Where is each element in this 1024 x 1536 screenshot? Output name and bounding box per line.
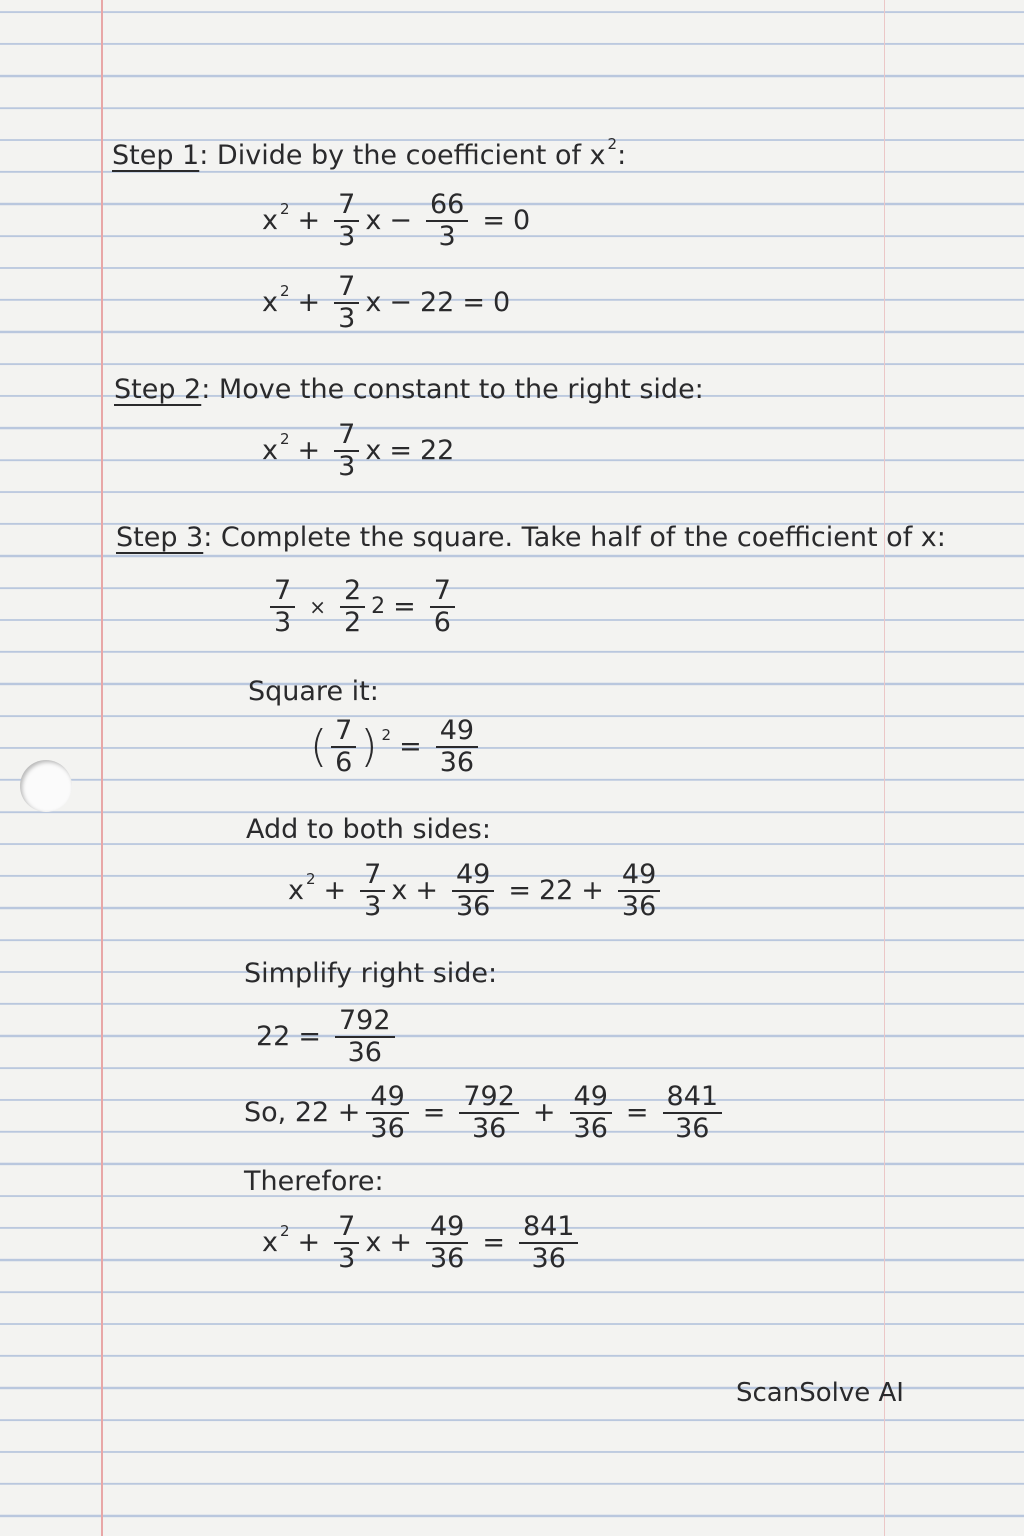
step1-colon: : (617, 140, 627, 171)
numerator: 7 (430, 576, 455, 608)
numerator: 66 (426, 190, 468, 222)
numerator: 841 (663, 1082, 723, 1114)
denominator: 3 (338, 220, 356, 252)
step3-text: : Complete the square. Take half of the coefficient of x: (203, 522, 946, 553)
left-hand-side: 22 (256, 1021, 291, 1053)
numerator: 7 (334, 190, 359, 222)
fraction (331, 716, 356, 777)
fraction (459, 1082, 519, 1143)
variable: x (365, 1227, 382, 1259)
fraction (663, 1082, 723, 1143)
simplify-label (244, 958, 497, 989)
final-equation (262, 1212, 584, 1273)
denominator: 36 (347, 1036, 382, 1068)
fraction (426, 1212, 468, 1273)
exponent: 2 (381, 725, 392, 744)
constant-term: 22 (419, 287, 455, 319)
variable: x (365, 287, 382, 319)
equals-sign: = (462, 287, 485, 319)
open-paren: ( (310, 721, 328, 773)
denominator: 3 (364, 890, 382, 922)
denominator: 36 (471, 1112, 507, 1144)
numerator: 49 (618, 860, 660, 892)
numerator: 2 (340, 576, 365, 608)
therefore-label-text: Therefore: (244, 1166, 384, 1197)
numerator: 7 (270, 576, 295, 608)
square-it-label (248, 676, 379, 707)
fraction (618, 860, 660, 921)
fraction (270, 576, 295, 637)
denominator: 36 (573, 1112, 608, 1144)
fraction (430, 576, 455, 637)
numerator: 7 (334, 420, 359, 452)
variable: x (365, 205, 382, 237)
fraction (334, 272, 359, 333)
equals-sign: = (399, 731, 422, 763)
fraction (340, 576, 365, 637)
step1-exponent: 2 (607, 134, 618, 153)
equals-sign: = (482, 1227, 505, 1259)
denominator: 36 (675, 1112, 710, 1144)
denominator: 6 (433, 606, 451, 638)
operator: + (297, 287, 321, 319)
equals-sign: = (298, 1021, 321, 1053)
add-both-sides-equation (288, 860, 666, 921)
numerator: 49 (570, 1082, 612, 1114)
numerator: 7 (334, 272, 359, 304)
denominator: 3 (438, 220, 456, 252)
fraction (436, 716, 478, 777)
denominator: 36 (531, 1242, 566, 1274)
step1-equation-2 (262, 272, 510, 333)
operator: + (297, 205, 321, 237)
step2-equation (262, 420, 454, 481)
denominator: 2 (343, 606, 362, 638)
fraction (334, 190, 359, 251)
equals-sign: = (389, 435, 412, 467)
fraction (360, 860, 385, 921)
step2-text: : Move the constant to the right side: (201, 374, 704, 405)
operator: + (532, 1097, 556, 1129)
operator: + (297, 1227, 321, 1259)
denominator: 36 (439, 746, 475, 778)
variable: x (391, 875, 408, 907)
variable: x (365, 435, 382, 467)
step1-label: Step 1 (112, 140, 200, 171)
denominator: 3 (274, 606, 292, 638)
operator: + (323, 875, 347, 907)
variable: x (262, 205, 278, 237)
step3-heading (116, 522, 946, 553)
variable: x (262, 435, 278, 467)
fraction (426, 190, 468, 251)
denominator: 6 (335, 746, 353, 778)
operator: + (297, 435, 321, 467)
right-hand-side: 0 (512, 205, 531, 237)
exponent: 2 (305, 869, 316, 888)
half-coefficient-equation (264, 576, 461, 637)
fraction (452, 860, 494, 921)
equals-sign: = (508, 875, 531, 907)
add-both-sides-label (246, 814, 491, 845)
fraction (334, 420, 359, 481)
step1-text: : Divide by the coefficient of x (199, 140, 606, 171)
times-operator: × (309, 594, 326, 619)
fraction (366, 1082, 408, 1143)
numerator: 49 (452, 860, 494, 892)
step2-label: Step 2 (114, 374, 202, 405)
fraction (519, 1212, 579, 1273)
so-prefix: So, 22 + (244, 1097, 361, 1129)
numerator: 7 (334, 1212, 359, 1244)
operator: − (389, 205, 412, 237)
simplify-label-text: Simplify right side: (244, 958, 498, 989)
operator: + (389, 1227, 412, 1259)
simplify-equation (256, 1006, 401, 1067)
equals-sign: = (393, 591, 416, 623)
exponent: 2 (279, 429, 290, 448)
denominator: 36 (370, 1112, 405, 1144)
denominator: 3 (338, 302, 356, 334)
numerator: 49 (426, 1212, 468, 1244)
operator: + (415, 875, 438, 907)
denominator: 36 (429, 1242, 465, 1274)
numerator: 7 (331, 716, 356, 748)
numerator: 49 (436, 716, 478, 748)
footer-brand: ScanSolve AI (736, 1378, 904, 1408)
numerator: 792 (459, 1082, 519, 1114)
therefore-label (244, 1166, 384, 1197)
so-equation (244, 1082, 728, 1143)
step1-heading (112, 134, 627, 171)
right-hand-side: 22 (419, 435, 455, 467)
close-paren: ) (360, 721, 378, 773)
numerator: 49 (366, 1082, 408, 1114)
exponent: 2 (279, 199, 290, 218)
fraction (570, 1082, 612, 1143)
step1-equation-1 (262, 190, 530, 251)
denominator: 36 (455, 890, 491, 922)
numerator: 841 (519, 1212, 579, 1244)
variable: x (262, 287, 278, 319)
denominator: 3 (338, 450, 356, 482)
exponent: 2 (279, 281, 290, 300)
equals-sign: = (482, 205, 505, 237)
right-hand-side: 0 (492, 287, 511, 319)
equals-sign: = (625, 1097, 649, 1129)
numerator: 792 (335, 1006, 395, 1038)
step2-heading (114, 374, 704, 405)
constant-term: 22 (538, 875, 574, 907)
operator: + (581, 875, 604, 907)
operator: − (389, 287, 412, 319)
denominator: 36 (621, 890, 657, 922)
numerator: 7 (360, 860, 385, 892)
square-label-text: Square it: (248, 676, 379, 707)
step3-label: Step 3 (116, 522, 204, 553)
denominator: 3 (338, 1242, 356, 1274)
add-label-text: Add to both sides: (246, 814, 491, 845)
small-digit: 2 (371, 594, 386, 620)
variable: x (262, 1227, 278, 1259)
equals-sign: = (422, 1097, 446, 1129)
square-equation (308, 716, 484, 777)
fraction (334, 1212, 359, 1273)
exponent: 2 (279, 1221, 290, 1240)
fraction (335, 1006, 395, 1067)
variable: x (288, 875, 304, 907)
